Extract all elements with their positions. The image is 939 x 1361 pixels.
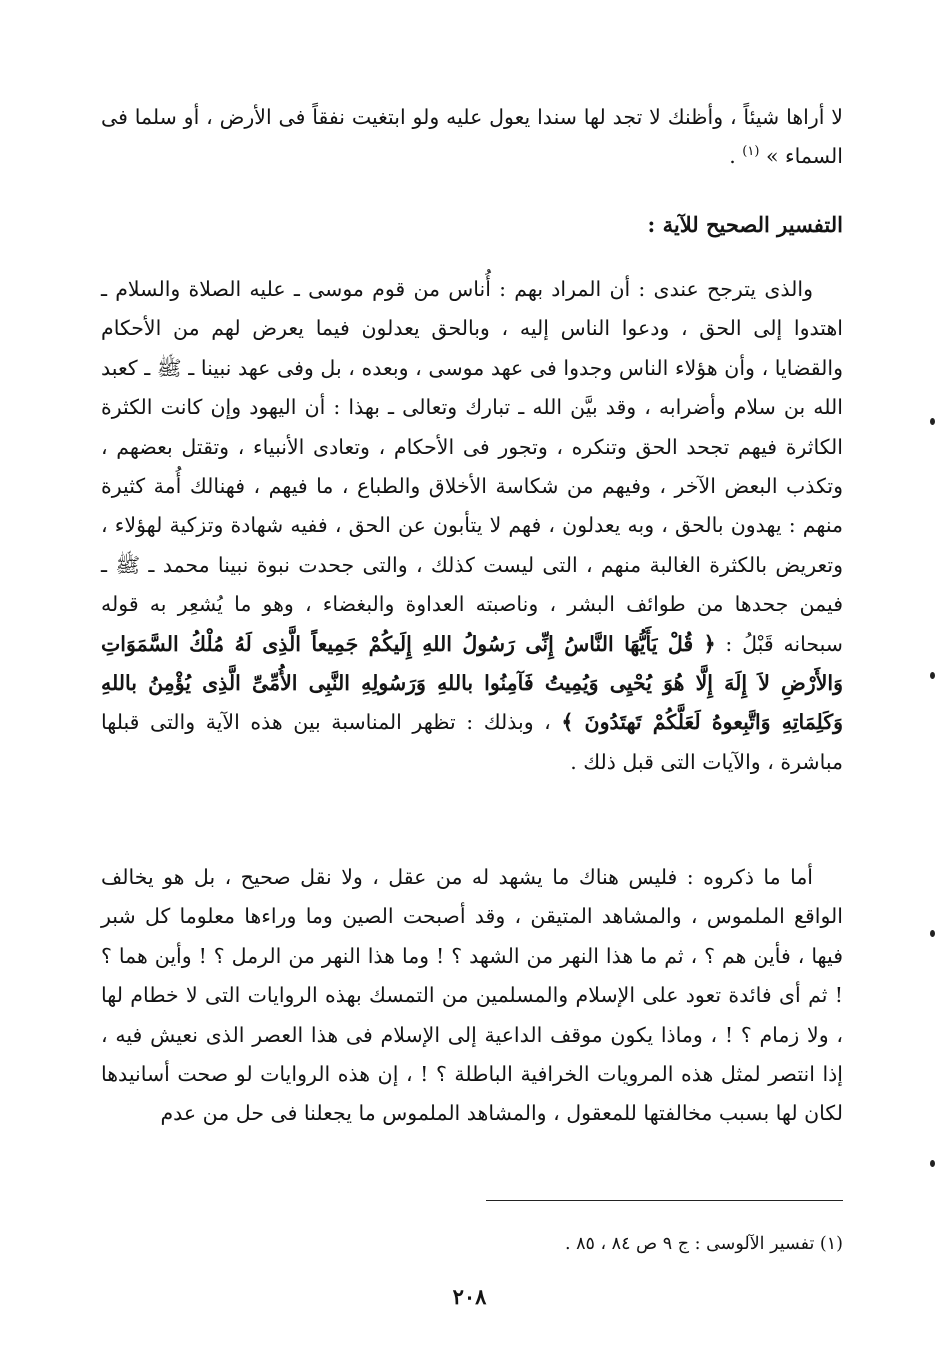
second-paragraph: أما ما ذكروه : فليس هناك ما يشهد له من عقل ، ولا نقل صحيح ، بل هو يخالف الواقع الملموس ، والمشاهد المتيقن ، وقد أصبحت الصين وما وراءها معلوما كل شبر فيها ، فأين هم ؟ ، ثم ما هذا النهر من الشهد ؟ ! وما هذا النهر من الرمل ؟ ! وأين هما ؟ ! ثم أى فائدة تعود على الإسلام والمسلمين من التمسك بهذه الروايات التى لا خطام لها ، ولا زمام ؟ ! ، وماذا يكون موقف الداعية إلى الإسلام فى هذا العصر الذى نعيش فيه ، إذا انتصر لمثل هذه المرويات الخرافية الباطلة ؟ ! ، إن هذه الروايات لو صحت أسانيدها لكان لها بسبب مخالفتها للمعقول ، والمشاهد الملموس ما يجعلنا فى حل من عدم [101, 865, 843, 1126]
main-text-before-verse: والذى يترجح عندى : أن المراد بهم : أُناس من قوم موسى ـ عليه الصلاة والسلام ـ اهتدوا إلى الحق ، ودعوا الناس إليه ، وبالحق يعدلون فيما يعرض لهم من الأحكام والقضايا ، وأن هؤلاء الناس وجدوا فى عهد موسى ، وبعده ، بل وفى عهد نبينا ـ ﷺ ـ كعبد الله بن سلام وأضرابه ، وقد بيَّن الله ـ تبارك وتعالى ـ بهذا : أن اليهود وإن كانت الكثرة الكاثرة فيهم تجحد الحق وتنكره ، وتجور فى الأحكام ، وتعادى الأنبياء ، وتقتل بعضهم ، وتكذب البعض الآخر ، وفيهم من شكاسة الأخلاق والطباع ، ما فيهم ، فهنالك أُمة كثيرة منهم : يهدون بالحق ، وبه يعدلون ، فهم لا يتأبون عن الحق ، ففيه شهادة وتزكية لهؤلاء ، وتعريض بالكثرة الغالبة منهم ، التى ليست كذلك ، والتى جحدت نبوة نبينا محمد ـ ﷺ ـ فيمن جحدها من طوائف البشر ، وناصبته العداوة والبغضاء ، وهو ما يُشعِر به قوله سبحانه قَبْلُ : [101, 277, 843, 656]
main-text-after-verse: ، وبذلك : تظهر المناسبة بين هذه الآية والتى قبلها مباشرة ، والآيات التى قبل ذلك . [101, 710, 843, 774]
continuation-text: لا أراها شيئاً ، وأظنك لا تجد لها سندا يعول عليه ولو ابتغيت نفقاً فى الأرض ، أو سلما فى السماء » [101, 105, 843, 169]
continuation-paragraph [101, 98, 843, 177]
scan-speck [930, 418, 935, 425]
scan-speck [930, 930, 935, 937]
footnote: (١) تفسير الآلوسى : ج ٩ ص ٨٤ ، ٨٥ . [564, 1234, 843, 1254]
footnote-reference: (١) [742, 144, 760, 160]
continuation-end: . [729, 144, 743, 169]
footnote-divider [486, 1200, 843, 1201]
quran-verse: ﴿ قُلْ يَأَيُّهَا النَّاسُ إِنِّى رَسُولُ اللهِ إِلَيكُمْ جَمِيعاً الَّذِى لَهُ مُلْكُ السَّمَوَاتِ وَالأَرْضِ لاَ إِلَهَ إِلَّا هُوَ يُحْيِى وَيُمِيتُ فَآمِنُوا باللهِ وَرَسُولِهِ النَّبِى الأُمِّىِّ الَّذِى يُؤْمِنُ باللهِ وَكَلِمَاتِهِ وَاتَّبِعوهُ لَعَلَّكُمْ تَهتَدُونَ ﴾ [101, 631, 843, 735]
main-paragraph [101, 270, 843, 782]
page-number: ٢٠٨ [452, 1284, 487, 1309]
section-heading: التفسير الصحيح للآية : [647, 212, 843, 237]
scan-speck [930, 1160, 935, 1167]
scan-speck [930, 672, 935, 679]
